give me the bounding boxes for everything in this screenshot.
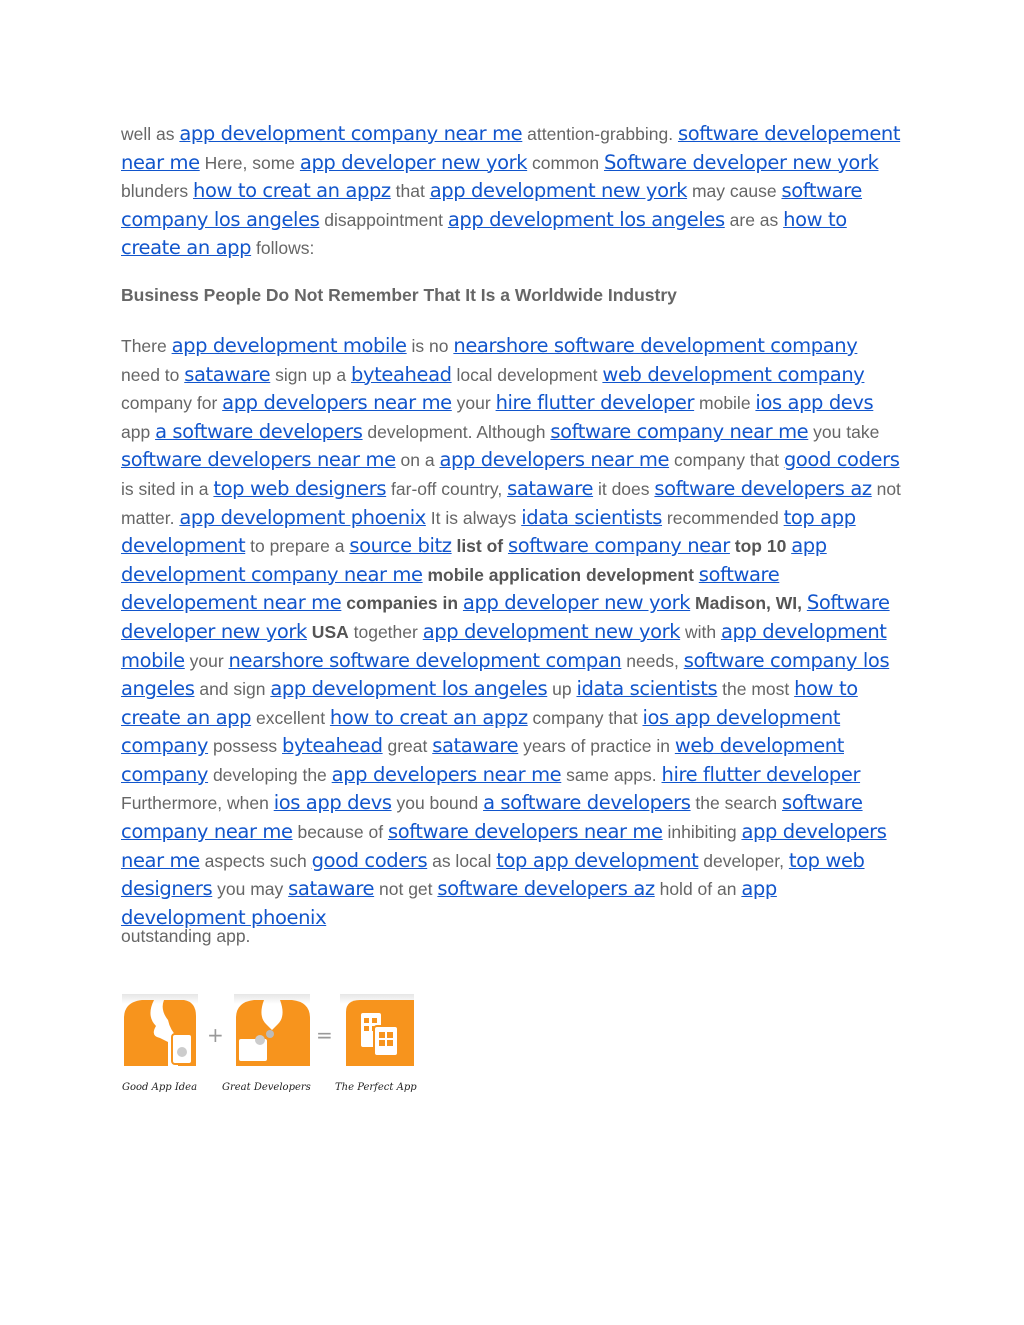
body-text: follows: bbox=[251, 238, 315, 259]
body-text: Here, some bbox=[199, 152, 300, 173]
keyword-link[interactable]: how to create an app bbox=[121, 677, 858, 729]
keyword-link[interactable]: nearshore software development company bbox=[453, 333, 858, 357]
body-text: needs, bbox=[621, 650, 684, 671]
keyword-link[interactable]: sataware bbox=[184, 362, 271, 386]
keyword-link[interactable]: app developers near me bbox=[222, 391, 452, 415]
body-text: company for bbox=[121, 393, 223, 414]
keyword-link[interactable]: byteahead bbox=[282, 734, 383, 758]
body-text: with bbox=[680, 621, 721, 642]
body-text: company that bbox=[669, 450, 784, 471]
keyword-link[interactable]: software developers az bbox=[437, 877, 655, 901]
keyword-link[interactable]: how to creat an appz bbox=[329, 705, 528, 729]
great-developers-panel bbox=[234, 994, 310, 1066]
bold-text: mobile application development bbox=[422, 564, 699, 585]
keyword-link[interactable]: app developers near me bbox=[439, 448, 670, 472]
document-body bbox=[121, 120, 901, 947]
caption-great-developers: Great Developers bbox=[222, 1082, 311, 1093]
body-text: It is always bbox=[425, 507, 522, 528]
keyword-link[interactable]: web development company bbox=[602, 362, 865, 386]
body-text: development. Although bbox=[362, 421, 551, 442]
body-text: excellent bbox=[251, 707, 330, 728]
body-text: aspects such bbox=[199, 850, 312, 871]
keyword-link[interactable]: ios app development company bbox=[121, 705, 841, 758]
keyword-link[interactable]: app development company near me bbox=[121, 534, 827, 586]
keyword-link[interactable]: app developers near me bbox=[331, 762, 562, 786]
section-heading: Business People Do Not Remember That It Is a Worldwide Industry bbox=[121, 284, 677, 305]
keyword-link[interactable]: app development phoenix bbox=[179, 505, 426, 529]
body-text: need to bbox=[121, 364, 185, 385]
body-text: you take bbox=[808, 421, 880, 442]
body-text: great bbox=[382, 736, 433, 757]
body-text: are as bbox=[724, 209, 784, 230]
keyword-link[interactable]: ios app devs bbox=[755, 391, 874, 415]
body-paragraph-tail: outstanding app. bbox=[121, 926, 251, 947]
body-text: far-off country, bbox=[386, 478, 508, 499]
body-text: app bbox=[121, 421, 156, 442]
keyword-link[interactable]: sataware bbox=[432, 734, 519, 758]
intro-paragraph bbox=[121, 120, 901, 263]
keyword-link[interactable]: software developers near me bbox=[387, 820, 663, 844]
keyword-link[interactable]: a software developers bbox=[155, 419, 363, 443]
keyword-link[interactable]: software developement near me bbox=[121, 562, 780, 615]
keyword-link[interactable]: software developers az bbox=[654, 476, 872, 500]
keyword-link[interactable]: software company los angeles bbox=[121, 179, 863, 231]
body-text: your bbox=[451, 393, 496, 414]
body-text: that bbox=[390, 181, 430, 202]
body-text: company that bbox=[527, 707, 643, 728]
keyword-link[interactable]: sataware bbox=[288, 877, 375, 901]
body-text: hold of an bbox=[654, 879, 742, 900]
keyword-link[interactable]: software developement near me bbox=[121, 122, 901, 174]
keyword-link[interactable]: sataware bbox=[507, 476, 594, 500]
keyword-link[interactable]: app developers near me bbox=[121, 820, 887, 872]
keyword-link[interactable]: good coders bbox=[311, 848, 428, 872]
keyword-link[interactable]: software developers near me bbox=[121, 448, 396, 472]
keyword-link[interactable]: software company near me bbox=[121, 791, 863, 844]
body-text: is no bbox=[406, 335, 454, 356]
body-text: possess bbox=[208, 736, 283, 757]
body-text: together bbox=[348, 621, 423, 642]
body-text: well as bbox=[121, 124, 180, 144]
body-text: mobile bbox=[694, 393, 756, 414]
bold-text: top 10 bbox=[729, 536, 792, 557]
body-text: not matter. bbox=[121, 478, 901, 528]
keyword-link[interactable]: hire flutter developer bbox=[661, 762, 861, 786]
equals-sign: = bbox=[316, 1023, 333, 1047]
keyword-link[interactable]: hire flutter developer bbox=[495, 391, 695, 415]
keyword-link[interactable]: software company los angeles bbox=[121, 648, 890, 701]
caption-perfect-app: The Perfect App bbox=[335, 1082, 417, 1093]
bold-text: Madison, WI, bbox=[690, 593, 807, 614]
body-text: on a bbox=[395, 450, 440, 471]
body-text: attention-grabbing. bbox=[522, 124, 678, 144]
body-text: recommended bbox=[662, 507, 784, 528]
body-paragraph bbox=[121, 332, 901, 932]
body-text: the most bbox=[717, 679, 795, 700]
keyword-link[interactable]: app development company near me bbox=[179, 122, 523, 145]
keyword-link[interactable]: how to create an app bbox=[121, 207, 847, 260]
body-text: the search bbox=[690, 793, 783, 814]
body-text: same apps. bbox=[561, 764, 662, 785]
keyword-link[interactable]: top app development bbox=[121, 505, 856, 558]
keyword-link[interactable]: source bitz bbox=[349, 534, 452, 558]
body-text: developing the bbox=[208, 764, 332, 785]
keyword-link[interactable]: app development new york bbox=[422, 619, 681, 643]
keyword-link[interactable]: how to creat an appz bbox=[193, 179, 391, 203]
app-formula-illustration bbox=[120, 990, 420, 1100]
keyword-link[interactable]: a software developers bbox=[483, 791, 691, 815]
keyword-link[interactable]: app development phoenix bbox=[121, 877, 777, 929]
keyword-link[interactable]: app development new york bbox=[429, 179, 688, 203]
caption-good-app-idea: Good App Idea bbox=[122, 1082, 198, 1093]
keyword-link[interactable]: app development mobile bbox=[171, 333, 407, 357]
keyword-link[interactable]: Software developer new york bbox=[603, 150, 879, 174]
body-text: because of bbox=[292, 822, 388, 843]
keyword-link[interactable]: Software developer new york bbox=[121, 591, 890, 643]
keyword-link[interactable]: ios app devs bbox=[273, 791, 392, 815]
body-text: inhibiting bbox=[662, 822, 742, 843]
body-text: local development bbox=[451, 364, 603, 385]
body-text: not get bbox=[374, 879, 438, 900]
keyword-link[interactable]: software company near bbox=[507, 534, 730, 558]
keyword-link[interactable]: nearshore software development compan bbox=[228, 648, 622, 672]
keyword-link[interactable]: byteahead bbox=[351, 362, 452, 386]
keyword-link[interactable]: software company near me bbox=[550, 419, 809, 443]
body-text: common bbox=[527, 152, 604, 173]
body-text: disappointment bbox=[319, 209, 448, 230]
keyword-link[interactable]: app development los angeles bbox=[270, 677, 548, 701]
body-text: may cause bbox=[687, 181, 782, 202]
gear-icon bbox=[255, 1035, 265, 1045]
body-text: blunders bbox=[121, 181, 193, 202]
keyword-link[interactable]: app developer new york bbox=[299, 150, 528, 174]
body-text: as local bbox=[427, 850, 497, 871]
keyword-link[interactable]: top web designers bbox=[213, 476, 387, 500]
bold-text: list of bbox=[451, 536, 508, 557]
keyword-link[interactable]: app development los angeles bbox=[447, 207, 725, 231]
keyword-link[interactable]: app development mobile bbox=[121, 619, 887, 672]
body-text: and sign bbox=[194, 679, 271, 700]
bold-text: USA bbox=[306, 621, 349, 642]
keyword-link[interactable]: web development company bbox=[121, 734, 845, 786]
body-text: is sited in a bbox=[121, 478, 214, 499]
bold-text: companies in bbox=[341, 593, 463, 614]
body-text: you bound bbox=[391, 793, 484, 814]
body-text: sign up a bbox=[270, 364, 351, 385]
idea-person-icon bbox=[124, 1000, 168, 1066]
body-text: Furthermore, when bbox=[121, 793, 274, 814]
plus-sign: + bbox=[207, 1023, 224, 1047]
perfect-app-panel bbox=[340, 994, 414, 1066]
good-app-idea-panel bbox=[122, 994, 198, 1066]
keyword-link[interactable]: app developer new york bbox=[462, 591, 691, 615]
body-text: you may bbox=[212, 879, 289, 900]
body-text: developer, bbox=[698, 850, 789, 871]
body-text: There bbox=[121, 335, 172, 356]
keyword-link[interactable]: top app development bbox=[496, 848, 699, 872]
keyword-link[interactable]: idata scientists bbox=[521, 505, 663, 529]
keyword-link[interactable]: good coders bbox=[783, 448, 900, 472]
keyword-link[interactable]: top web designers bbox=[121, 848, 865, 901]
body-text: years of practice in bbox=[518, 736, 675, 757]
keyword-link[interactable]: idata scientists bbox=[576, 677, 718, 701]
body-text: to prepare a bbox=[245, 536, 350, 557]
body-text: it does bbox=[593, 478, 655, 499]
body-text: your bbox=[184, 650, 229, 671]
body-text: up bbox=[547, 679, 577, 700]
